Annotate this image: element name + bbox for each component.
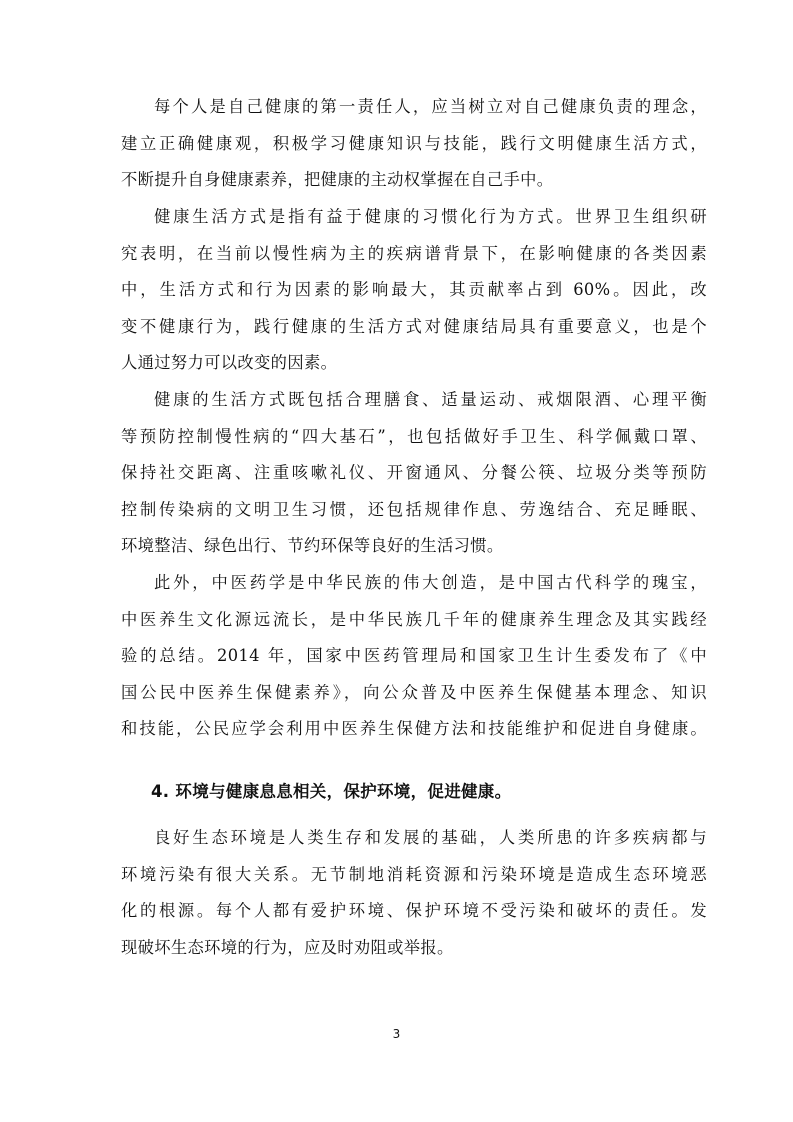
- text-line: 国公民中医养生保健素养》，向公众普及中医养生保健基本理念、知识: [121, 682, 707, 702]
- text-line: 控制传染病的文明卫生习惯，还包括规律作息、劳逸结合、充足睡眠、: [121, 499, 707, 519]
- text-line: 保持社交距离、注重咳嗽礼仪、开窗通风、分餐公筷、垃圾分类等预防: [121, 463, 707, 483]
- text-line: 等预防控制慢性病的“四大基石”，也包括做好手卫生、科学佩戴口罩、: [121, 426, 707, 446]
- text-line: 究表明，在当前以慢性病为主的疾病谱背景下，在影响健康的各类因素: [121, 243, 707, 263]
- text-line: 环境整洁、绿色出行、节约环保等良好的生活习惯。: [121, 536, 504, 556]
- text-line: 和技能，公民应学会利用中医养生保健方法和技能维护和促进自身健康。: [121, 719, 707, 739]
- text-line: 每个人是自己健康的第一责任人，应当树立对自己健康负责的理念，: [154, 97, 707, 116]
- text-line: 环境污染有很大关系。无节制地消耗资源和污染环境是造成生态环境恶: [121, 864, 707, 884]
- text-line: 人通过努力可以改变的因素。: [121, 353, 338, 373]
- section-heading: 4. 环境与健康息息相关，保护环境，促进健康。: [151, 782, 512, 801]
- text-line: 建立正确健康观，积极学习健康知识与技能，践行文明健康生活方式，: [121, 133, 707, 153]
- text-line: 中，生活方式和行为因素的影响最大，其贡献率占到 60%。因此，改: [121, 280, 707, 300]
- text-line: 健康生活方式是指有益于健康的习惯化行为方式。世界卫生组织研: [154, 207, 707, 226]
- text-line: 验的总结。2014 年，国家中医药管理局和国家卫生计生委发布了《中: [121, 646, 707, 666]
- paragraph-healthy-lifestyle: [121, 199, 707, 382]
- page-number: 3: [392, 1027, 401, 1041]
- text-line: 不断提升自身健康素养，把健康的主动权掌握在自己手中。: [121, 170, 554, 190]
- paragraph-responsibility: [121, 89, 707, 199]
- text-line: 健康的生活方式既包括合理膳食、适量运动、戒烟限酒、心理平衡: [154, 390, 707, 409]
- text-line: 变不健康行为，践行健康的生活方式对健康结局具有重要意义，也是个: [121, 316, 707, 336]
- text-line: 中医养生文化源远流长，是中华民族几千年的健康养生理念及其实践经: [121, 609, 707, 629]
- paragraph-tcm: [121, 565, 707, 748]
- paragraph-lifestyle-habits: [121, 382, 707, 565]
- text-line: 化的根源。每个人都有爱护环境、保护环境不受污染和破坏的责任。发: [121, 901, 707, 921]
- text-line: 此外，中医药学是中华民族的伟大创造，是中国古代科学的瑰宝，: [154, 573, 707, 592]
- text-line: 现破坏生态环境的行为，应及时劝阻或举报。: [121, 937, 454, 957]
- paragraph-environment: [121, 820, 707, 966]
- text-line: 良好生态环境是人类生存和发展的基础，人类所患的许多疾病都与: [154, 828, 707, 847]
